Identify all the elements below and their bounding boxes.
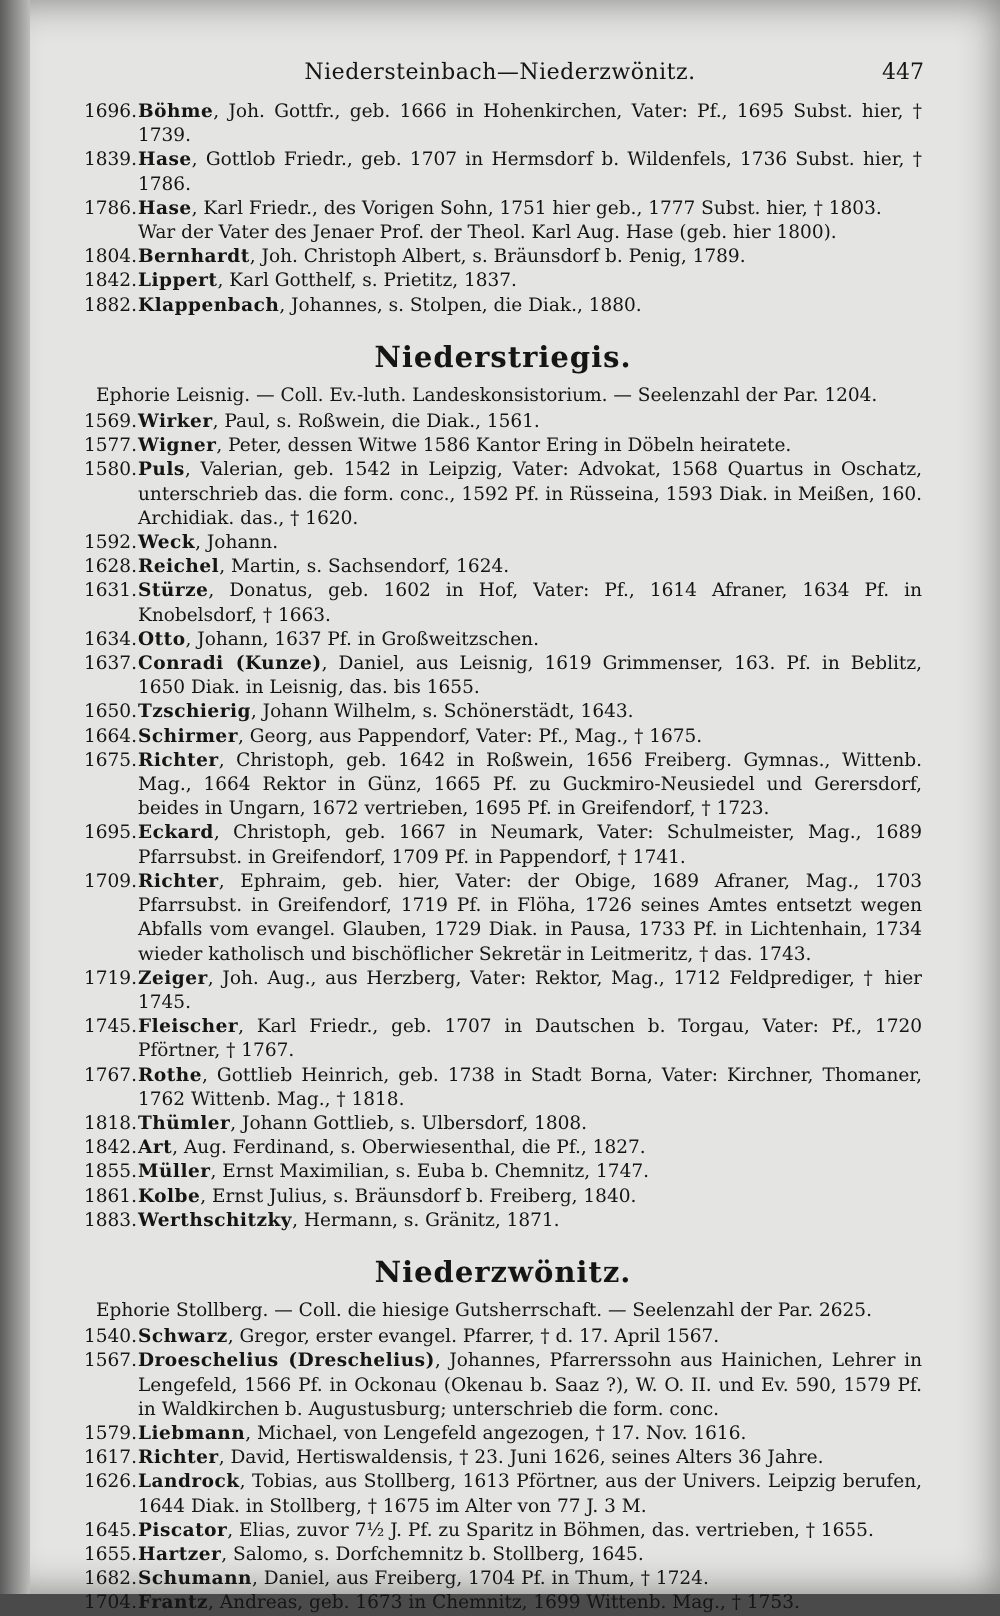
entry-name: Eckard [138,822,214,844]
entry-name: Bernhardt [138,246,250,268]
entry-text: , Ernst Julius, s. Bräunsdorf b. Freiberg, 1840. [200,1185,637,1207]
entry-year: 1696. [84,101,137,122]
entry-text: , Johannes, s. Stolpen, die Diak., 1880. [279,294,642,316]
entry-year: 1567. [84,1350,137,1372]
list-item [84,1325,922,1349]
entry-year: 1650. [84,701,137,723]
list-item [84,531,922,555]
entry-year: 1675. [84,749,137,771]
entry-year: 1579. [84,1422,137,1444]
entry-name: Schumann [138,1568,252,1590]
entry-year: 1767. [84,1064,137,1086]
entry-year: 1592. [84,532,137,554]
entry-year: 1842. [84,1137,137,1159]
entry-year: 1577. [84,435,137,457]
section-title: Niederstriegis. [374,339,632,374]
entry-text: , Joh. Gottfr., geb. 1666 in Hohenkirchen, Vater: Pf., 1695 Subst. hier, † 1739. [138,101,922,147]
entry-name: Art [138,1137,173,1159]
list-item [84,458,922,531]
entry-year: 1580. [84,459,137,481]
entry-name: Reichel [138,556,220,578]
entry-year: 1745. [84,1016,137,1038]
entry-name: Otto [138,628,186,650]
entry-name: Wirker [138,411,213,433]
entry-text: , Karl Friedr., geb. 1707 in Dautschen b. Torgau, Vater: Pf., 1720 Pförtner, † 1767. [138,1016,922,1062]
entry-name: Thümler [138,1112,231,1134]
list-item [84,1160,922,1184]
entry-name: Fleischer [138,1016,239,1038]
entry-text: , Salomo, s. Dorfchemnitz b. Stollberg, 1645. [221,1543,644,1565]
entry-text: , Andreas, geb. 1673 in Chemnitz, 1699 Wittenb. Mag., † 1753. [208,1592,800,1614]
entry-text: , Georg, aus Pappendorf, Vater: Pf., Mag., † 1675. [237,725,703,747]
section-meta: Ephorie Stollberg. — Coll. die hiesige Gutsherrschaft. — Seelenzahl der Par. 2625. [96,1299,872,1321]
entry-year: 1882. [84,294,137,316]
entry-year: 1786. [84,197,137,219]
running-title: Niedersteinbach—Niederzwönitz. [304,60,696,85]
list-item [84,579,922,627]
entry-year: 1634. [84,628,137,650]
entry-text: , Christoph, geb. 1667 in Neumark, Vater: Schulmeister, Mag., 1689 Pfarrsubst. in Greifendorf, 1709 Pf. in Pappendorf, † 1741. [138,822,922,868]
entry-year: 1628. [84,556,137,578]
list-item [84,821,922,869]
entry-text: , Johann, 1637 Pf. in Großweitzschen. [185,628,539,650]
hase-note: War der Vater des Jenaer Prof. der Theol. Karl Aug. Hase (geb. hier 1800). [138,222,837,244]
entry-text: , Gottlieb Heinrich, geb. 1738 in Stadt Borna, Vater: Kirchner, Thomaner, 1762 Wittenb. Mag., † 1818. [138,1064,922,1110]
entry-year: 1818. [84,1112,137,1134]
entry-text: , Karl Gotthelf, s. Prietitz, 1837. [217,270,517,292]
entry-text: , Valerian, geb. 1542 in Leipzig, Vater: Advokat, 1568 Quartus in Oschatz, unterschrieb das. die form. conc., 1592 Pf. in Rüsseina, 1593 Diak. in Meißen, 160. Archidiak. das., † 1620. [138,459,922,529]
list-item [84,749,922,822]
entry-name: Schwarz [138,1326,228,1348]
section-meta: Ephorie Leisnig. — Coll. Ev.-luth. Landeskonsistorium. — Seelenzahl der Par. 1204. [96,384,878,406]
entry-name: Richter [138,749,219,771]
entry-text: , Aug. Ferdinand, s. Oberwiesenthal, die Pf., 1827. [172,1137,646,1159]
list-item [84,870,922,967]
list-item [84,1543,922,1567]
entry-text: , Peter, dessen Witwe 1586 Kantor Ering in Döbeln heiratete. [216,435,792,457]
entry-list [84,410,922,1233]
entry-year: 1655. [84,1543,137,1565]
entry-text: , Johann Wilhelm, s. Schönerstädt, 1643. [250,701,634,723]
entry-name: Hase [138,149,192,171]
book-spine-shadow [0,0,30,1594]
list-item [84,197,922,221]
list-item [84,1064,922,1112]
entry-name: Liebmann [138,1422,246,1444]
entry-text: , Tobias, aus Stollberg, 1613 Pförtner, aus der Univers. Leipzig berufen, 1644 Diak. in Stollberg, † 1675 im Alter von 77 J. 3 M. [138,1471,922,1517]
entry-name: Richter [138,870,219,892]
entry-year: 1540. [84,1326,137,1348]
entry-name: Puls [138,459,185,481]
entry-text: , Michael, von Lengefeld angezogen, † 17. Nov. 1616. [245,1422,747,1444]
entry-text: , Johannes, Pfarrerssohn aus Hainichen, Lehrer in Lengefeld, 1566 Pf. in Ockonau (Okenau b. Saaz ?), W. O. II. und Ev. 590, 1579 Pf. in Waldkirchen b. Augustusburg; unterschrieb die form. conc. [138,1350,922,1420]
list-item [84,1422,922,1446]
entry-text: , Ephraim, geb. hier, Vater: der Obige, 1689 Afraner, Mag., 1703 Pfarrsubst. in Greifendorf, 1719 Pf. in Flöha, 1726 seines Amtes entsetzt wegen Abfalls vom evangel. Glauben, 1729 Diak. in Pausa, 1733 Pf. in Lichtenhain, 1734 wieder katholisch und bischöflicher Sekretär in Leitmeritz, † das. 1743. [138,870,922,965]
list-item [84,1349,922,1422]
list-item [84,148,922,196]
entry-name: Müller [138,1161,211,1183]
entry-year: 1883. [84,1209,137,1231]
entry-text: , Johann Gottlieb, s. Ulbersdorf, 1808. [230,1112,588,1134]
entry-text: , Ernst Maximilian, s. Euba b. Chemnitz, 1747. [210,1161,649,1183]
entry-text: , Martin, s. Sachsendorf, 1624. [219,556,510,578]
entry-year: 1804. [84,246,137,268]
entry-text: , Joh. Aug., aus Herzberg, Vater: Rektor, Mag., 1712 Feldprediger, † hier 1745. [138,967,922,1013]
entry-name: Hase [138,197,192,219]
entry-name: Piscator [138,1519,228,1541]
list-item [84,700,922,724]
list-item [84,1015,922,1063]
entry-year: 1664. [84,725,137,747]
list-item [84,100,922,148]
list-item [84,1209,922,1233]
list-item [84,294,922,318]
list-item [84,555,922,579]
list-item [84,434,922,458]
entry-name: Böhme [138,101,214,122]
entry-name: Conradi (Kunze) [138,653,322,675]
entry-text: , Elias, zuvor 7½ J. Pf. zu Sparitz in Böhmen, das. vertrieben, † 1655. [227,1519,874,1541]
list-item [84,1519,922,1543]
entry-text: , Hermann, s. Gränitz, 1871. [292,1209,560,1231]
entry-year: 1637. [84,653,137,675]
entry-name: Richter [138,1447,219,1469]
entry-name: Weck [138,532,196,554]
section-title: Niederzwönitz. [374,1254,632,1289]
entry-year: 1645. [84,1519,137,1541]
entry-text: , Daniel, aus Leisnig, 1619 Grimmenser, 163. Pf. in Beblitz, 1650 Diak. in Leisnig, das. bis 1655. [138,653,922,699]
entry-name: Zeiger [138,967,208,989]
entry-text: , Daniel, aus Freiberg, 1704 Pf. in Thum, † 1724. [252,1568,709,1590]
entry-year: 1709. [84,870,137,892]
list-item [84,1446,922,1470]
list-item [84,1591,922,1615]
page-content [84,100,922,1616]
entry-name: Wigner [138,435,217,457]
entry-name: Rothe [138,1064,202,1086]
entry-name: Hartzer [138,1543,222,1565]
page-header [0,54,1000,94]
entry-name: Lippert [138,270,218,292]
list-item [84,967,922,1015]
entry-year: 1842. [84,270,137,292]
list-item [84,1470,922,1518]
entry-name: Schirmer [138,725,238,747]
entry-text: , Joh. Christoph Albert, s. Bräunsdorf b. Penig, 1789. [249,246,746,268]
page-number: 447 [882,60,924,85]
list-item [84,245,922,269]
entry-name: Werthschitzky [138,1209,293,1231]
entry-year: 1719. [84,967,137,989]
entry-year: 1861. [84,1185,137,1207]
section-niederzwoenitz [84,1255,922,1616]
entry-text: , Donatus, geb. 1602 in Hof, Vater: Pf., 1614 Afraner, 1634 Pf. in Knobelsdorf, † 1663. [138,580,922,626]
list-item [84,725,922,749]
entry-name: Kolbe [138,1185,201,1207]
list-item [84,1136,922,1160]
entry-text: , Johann. [195,532,279,554]
entry-year: 1839. [84,149,137,171]
list-item [84,1567,922,1591]
top-entries [84,100,922,318]
entry-name: Droeschelius (Dreschelius) [138,1350,435,1372]
list-item [84,1185,922,1209]
entry-text: , David, Hertiswaldensis, † 23. Juni 1626, seines Alters 36 Jahre. [218,1447,824,1469]
entry-name: Stürze [138,580,209,602]
entry-year: 1626. [84,1471,137,1493]
list-item [84,652,922,700]
list-item [84,1112,922,1136]
entry-year: 1631. [84,580,137,602]
entry-year: 1569. [84,411,137,433]
entry-text: , Christoph, geb. 1642 in Roßwein, 1656 Freiberg. Gymnas., Wittenb. Mag., 1664 Rektor in Günz, 1665 Pf. zu Guckmiro-Neusiedel und Gerersdorf, beides in Ungarn, 1672 vertrieben, 1695 Pf. in Greifendorf, † 1723. [138,749,922,820]
entry-text: , Paul, s. Roßwein, die Diak., 1561. [212,411,540,433]
entry-year: 1695. [84,822,137,844]
list-item [84,269,922,293]
list-item [84,410,922,434]
section-niederstriegis [84,340,922,1233]
entry-year: 1617. [84,1447,137,1469]
entry-name: Klappenbach [138,294,280,316]
entry-text: , Gottlob Friedr., geb. 1707 in Hermsdorf b. Wildenfels, 1736 Subst. hier, † 1786. [138,149,922,195]
entry-list [84,1325,922,1615]
list-item [84,628,922,652]
entry-name: Landrock [138,1471,240,1493]
entry-year: 1855. [84,1161,137,1183]
entry-name: Tzschierig [138,701,251,723]
entry-year: 1682. [84,1568,137,1590]
entry-text: , Gregor, erster evangel. Pfarrer, † d. 17. April 1567. [227,1326,720,1348]
entry-text: , Karl Friedr., des Vorigen Sohn, 1751 hier geb., 1777 Subst. hier, † 1803. [191,197,882,219]
entry-year: 1704. [84,1592,137,1614]
entry-name: Frantz [138,1592,209,1614]
